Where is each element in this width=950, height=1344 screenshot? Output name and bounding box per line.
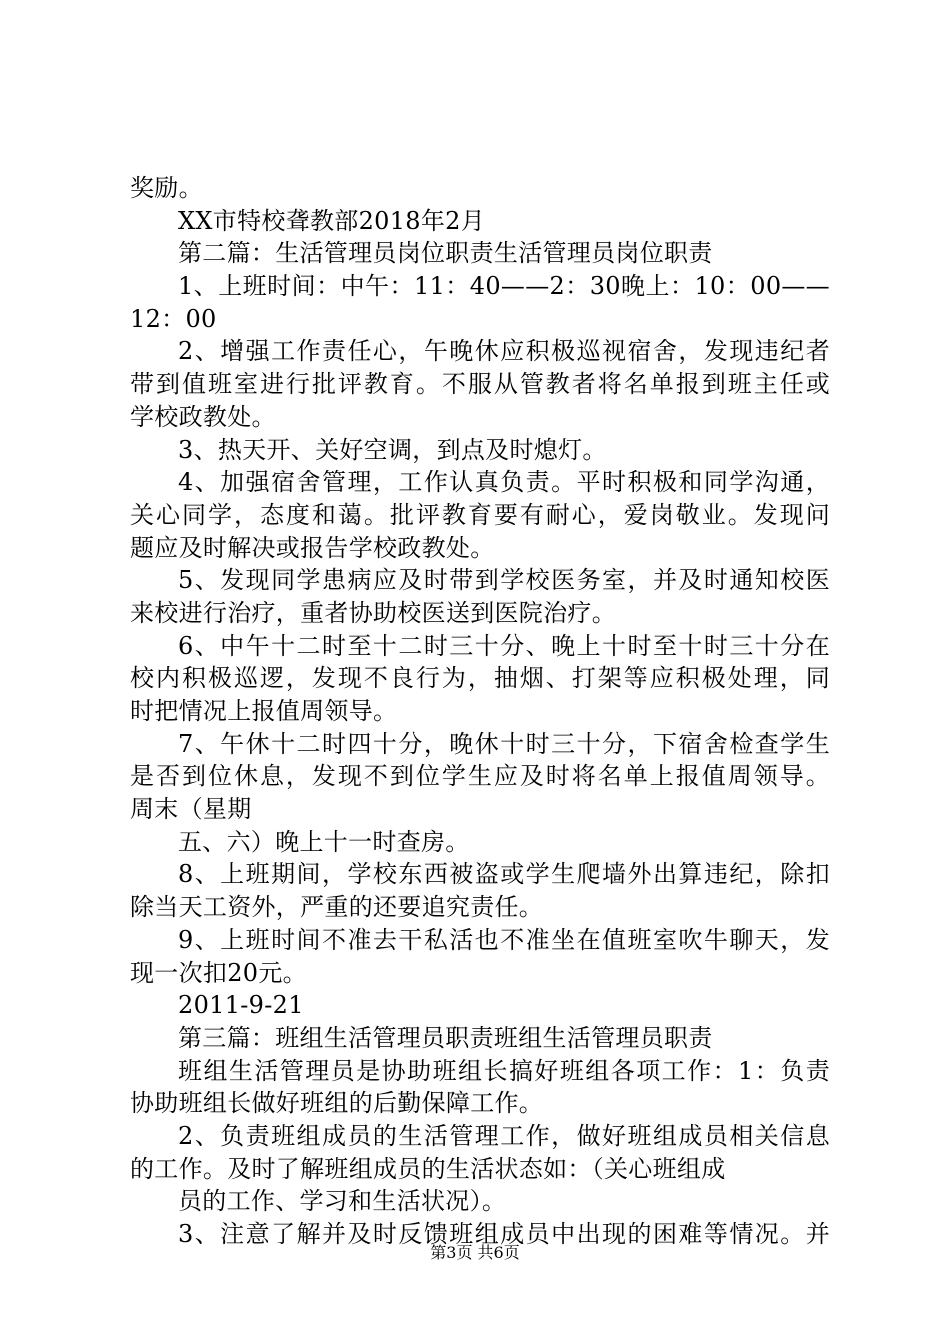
text-line: 来校进行治疗，重者协助校医送到医院治疗。 xyxy=(130,598,616,627)
text-line: 周末（星期 xyxy=(130,795,252,824)
text-line: 7、午休十二时四十分，晚休十时三十分，下宿舍检查学生 xyxy=(178,729,830,758)
text-line: 第三篇：班组生活管理员职责班组生活管理员职责 xyxy=(178,1023,713,1052)
text-line: 时把情况上报值周领导。 xyxy=(130,697,398,725)
text-line: 协助班组长做好班组的后勤保障工作。 xyxy=(130,1089,544,1118)
text-line: 五、六）晚上十一时查房。 xyxy=(178,827,470,856)
text-line: 3、注意了解并及时反馈班组成员中出现的困难等情况。并 xyxy=(178,1220,830,1248)
text-line: 3、热天开、关好空调，到点及时熄灯。 xyxy=(178,435,607,464)
text-line: 关心同学，态度和蔼。批评教育要有耐心，爱岗敬业。发现问 xyxy=(130,500,830,529)
text-line: 4、加强宿舍管理，工作认真负责。平时积极和同学沟通， xyxy=(178,468,830,497)
text-line: XX市特校聋教部2018年2月 xyxy=(178,206,486,235)
text-line: 班组生活管理员是协助班组长搞好班组各项工作：1：负责 xyxy=(178,1056,830,1085)
text-line: 带到值班室进行批评教育。不服从管教者将名单报到班主任或 xyxy=(130,370,830,399)
text-line: 2、负责班组成员的生活管理工作，做好班组成员相关信息 xyxy=(178,1121,830,1150)
page-footer: 第3页 共6页 xyxy=(430,1243,520,1262)
text-line: 现一次扣20元。 xyxy=(130,958,307,987)
text-line: 是否到位休息，发现不到位学生应及时将名单上报值周领导。 xyxy=(130,762,830,791)
text-line: 题应及时解决或报告学校政教处。 xyxy=(130,533,495,562)
text-line: 9、上班时间不准去干私活也不准坐在值班室吹牛聊天，发 xyxy=(178,925,830,954)
document-body xyxy=(130,172,830,1251)
text-line: 12：00 xyxy=(130,304,217,333)
text-line: 第二篇：生活管理员岗位职责生活管理员岗位职责 xyxy=(178,239,713,268)
text-line: 1、上班时间：中午：11：40——2：30晚上：10：00—— xyxy=(178,272,830,301)
text-line: 2011-9-21 xyxy=(178,991,304,1020)
text-line: 8、上班期间，学校东西被盗或学生爬墙外出算违纪，除扣 xyxy=(178,860,830,889)
text-line: 学校政教处。 xyxy=(130,402,276,431)
text-line: 6、中午十二时至十二时三十分、晚上十时至十时三十分在 xyxy=(178,631,830,660)
text-line: 员的工作、学习和生活状况）。 xyxy=(178,1187,507,1216)
text-line: 奖励。 xyxy=(130,174,203,202)
text-line: 的工作。及时了解班组成员的生活状态如：（关心班组成 xyxy=(130,1154,726,1183)
text-line: 除当天工资外，严重的还要追究责任。 xyxy=(130,893,544,922)
text-line: 5、发现同学患病应及时带到学校医务室，并及时通知校医 xyxy=(178,566,830,595)
text-line: 2、增强工作责任心，午晚休应积极巡视宿舍，发现违纪者 xyxy=(178,337,830,366)
text-line: 校内积极巡逻，发现不良行为，抽烟、打架等应积极处理，同 xyxy=(130,664,830,693)
